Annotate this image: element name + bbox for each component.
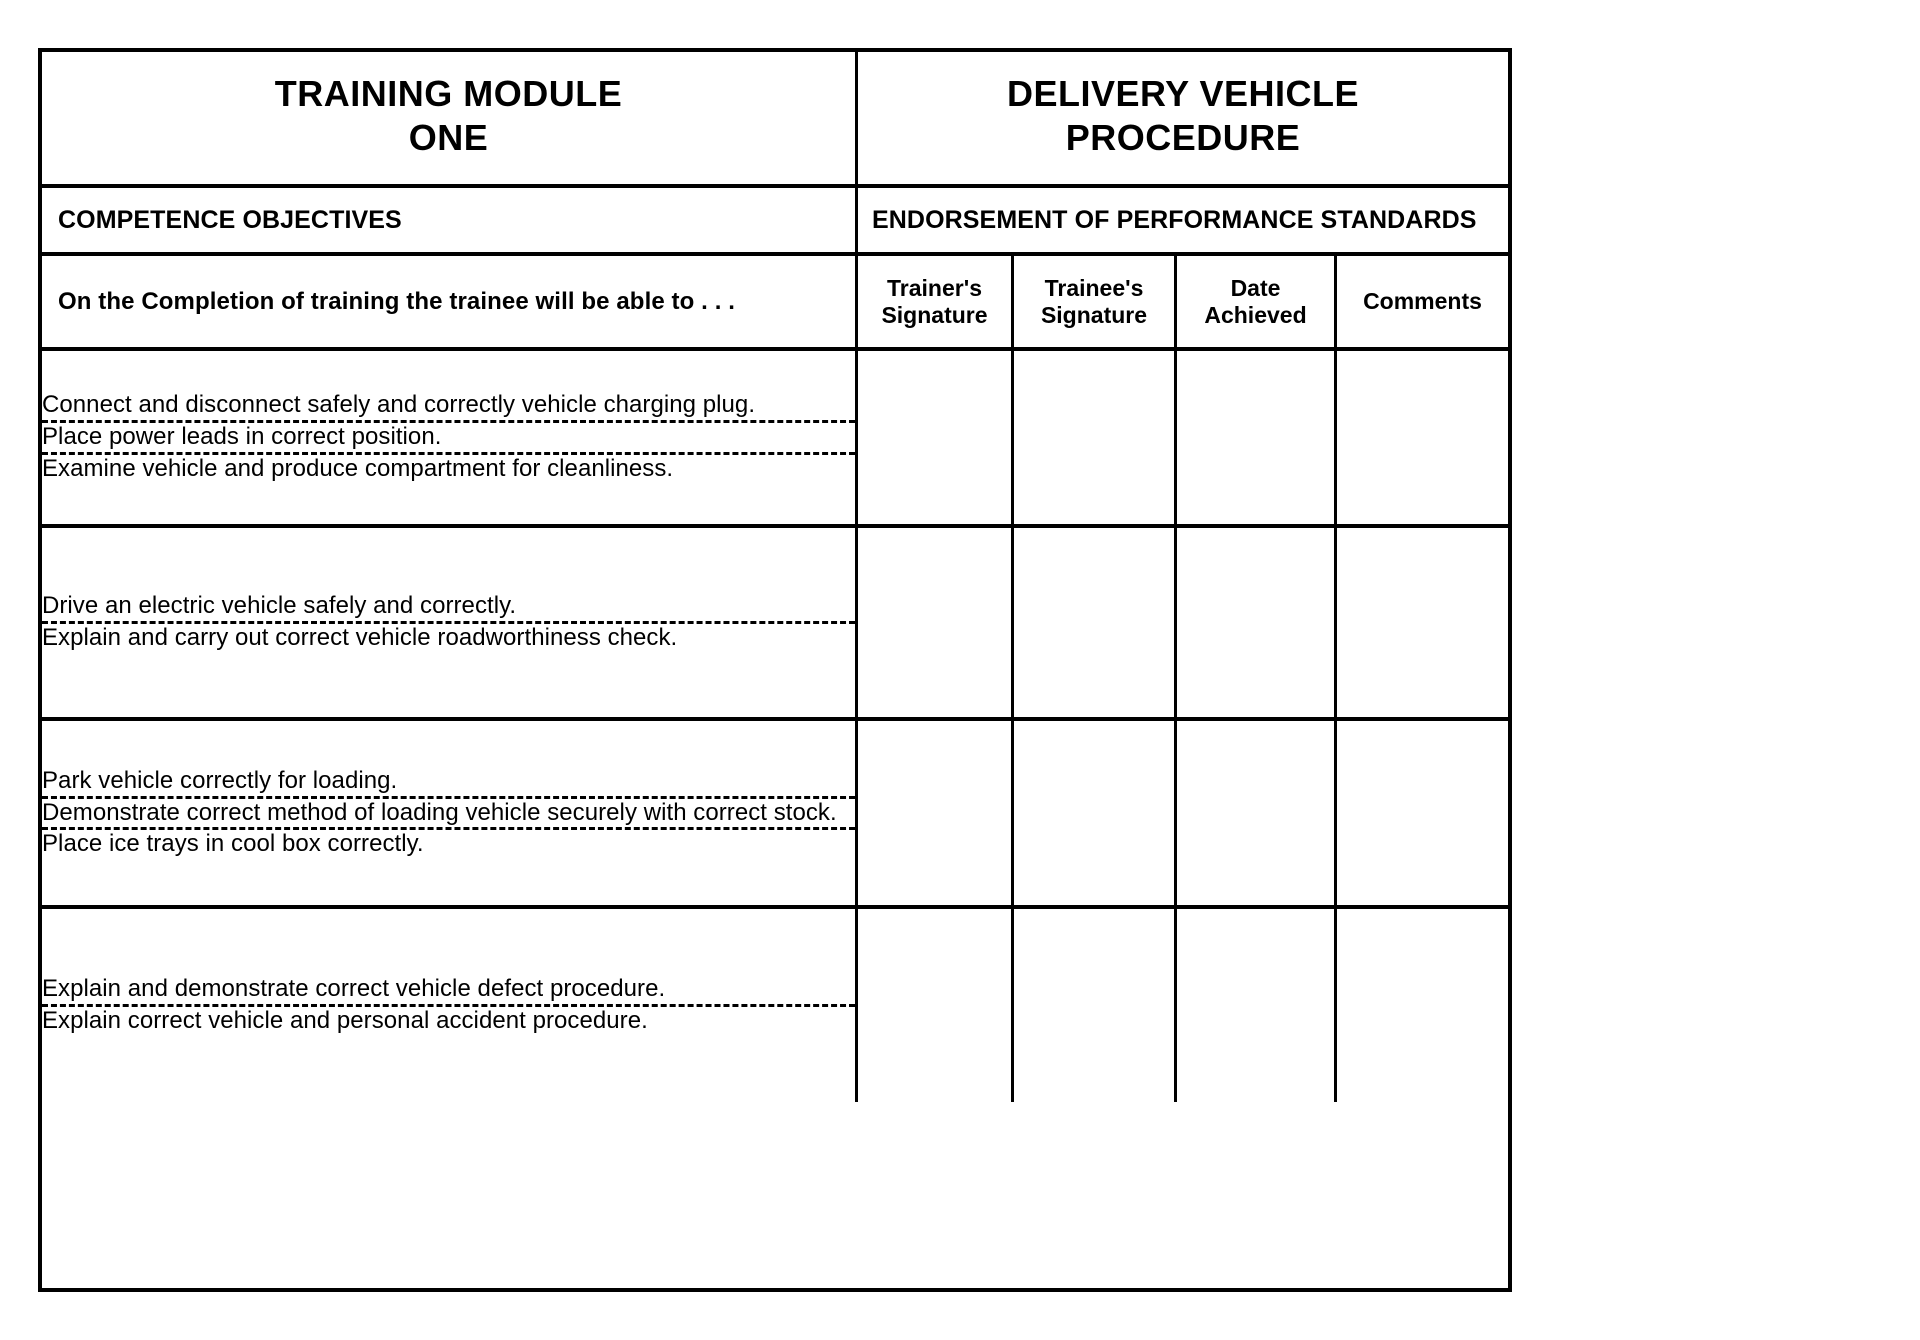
- competence-objectives-header-cell: [42, 188, 858, 252]
- column-header-trainers-signature: [858, 256, 1014, 347]
- title-row: [42, 52, 1508, 188]
- column-header-date-achieved-line2: Achieved: [1204, 301, 1307, 328]
- date-achieved-field[interactable]: [1177, 721, 1337, 905]
- trainees-signature-field[interactable]: [1014, 351, 1177, 524]
- trainees-signature-field[interactable]: [1014, 721, 1177, 905]
- trainees-signature-field[interactable]: [1014, 909, 1177, 1102]
- endorsement-cells: [858, 351, 1508, 524]
- procedure-title-line2: PROCEDURE: [1065, 117, 1301, 158]
- column-header-trainees-signature-line1: Trainee's: [1044, 275, 1144, 302]
- objective-block-4-objectives: [42, 909, 858, 1102]
- endorsement-label: ENDORSEMENT OF PERFORMANCE STANDARDS: [872, 205, 1477, 234]
- procedure-title-line1: DELIVERY VEHICLE: [1006, 73, 1360, 115]
- objectives-prompt-label: On the Completion of training the trainee will be able to . . .: [58, 287, 736, 315]
- section-header-row: [42, 188, 1508, 256]
- training-module-title-line2: ONE: [408, 117, 489, 158]
- objective-text: Examine vehicle and produce compartment for cleanliness.: [42, 454, 674, 482]
- objective-block-row: [42, 528, 1508, 721]
- objective-block-row: [42, 351, 1508, 528]
- column-header-trainers-signature-line1: Trainer's: [887, 275, 982, 302]
- column-header-trainees-signature-line2: Signature: [1040, 301, 1148, 328]
- objective-text: Demonstrate correct method of loading vehicle securely with correct stock.: [42, 798, 837, 826]
- objective-text: Explain and demonstrate correct vehicle defect procedure.: [42, 975, 666, 1003]
- objectives-prompt-cell: [42, 256, 858, 347]
- comments-field[interactable]: [1337, 721, 1508, 905]
- objective-block-row: [42, 721, 1508, 909]
- competence-record-table: [38, 48, 1512, 1292]
- comments-field[interactable]: [1337, 528, 1508, 717]
- comments-field[interactable]: [1337, 351, 1508, 524]
- trainees-signature-field[interactable]: [1014, 528, 1177, 717]
- objective-block-1-objectives: [42, 351, 858, 524]
- training-module-title-line1: TRAINING MODULE: [274, 73, 623, 115]
- column-header-row: [42, 256, 1508, 351]
- trainers-signature-field[interactable]: [858, 909, 1014, 1102]
- competence-objectives-label: COMPETENCE OBJECTIVES: [58, 205, 402, 234]
- column-header-date-achieved-line1: Date: [1230, 275, 1281, 302]
- objective-text: Place power leads in correct position.: [42, 423, 442, 451]
- objective-block-3-objectives: [42, 721, 858, 905]
- objective-text: Place ice trays in cool box correctly.: [42, 830, 424, 858]
- column-header-comments-line1: Comments: [1363, 288, 1482, 315]
- column-header-trainees-signature: [1014, 256, 1177, 347]
- trainers-signature-field[interactable]: [858, 721, 1014, 905]
- objective-text: Drive an electric vehicle safely and correctly.: [42, 592, 517, 620]
- endorsement-header-cell: [858, 188, 1508, 252]
- column-header-date-achieved: [1177, 256, 1337, 347]
- trainers-signature-field[interactable]: [858, 528, 1014, 717]
- endorsement-cells: [858, 909, 1508, 1102]
- endorsement-cells: [858, 721, 1508, 905]
- endorsement-cells: [858, 528, 1508, 717]
- objectives-body: [42, 351, 1508, 1288]
- column-header-trainers-signature-line2: Signature: [881, 301, 988, 328]
- date-achieved-field[interactable]: [1177, 351, 1337, 524]
- objective-text: Explain and carry out correct vehicle roadworthiness check.: [42, 624, 678, 651]
- objective-text: Connect and disconnect safely and correctly vehicle charging plug.: [42, 391, 756, 419]
- date-achieved-field[interactable]: [1177, 528, 1337, 717]
- objective-text: Explain correct vehicle and personal accident procedure.: [42, 1007, 648, 1034]
- objective-block-row: [42, 909, 1508, 1102]
- endorsement-column-headers: [858, 256, 1508, 347]
- procedure-title-cell: [858, 52, 1508, 184]
- trainers-signature-field[interactable]: [858, 351, 1014, 524]
- objective-text: Park vehicle correctly for loading.: [42, 766, 398, 794]
- training-module-title-cell: [42, 52, 858, 184]
- comments-field[interactable]: [1337, 909, 1508, 1102]
- column-header-comments: [1337, 256, 1508, 347]
- objective-block-2-objectives: [42, 528, 858, 717]
- date-achieved-field[interactable]: [1177, 909, 1337, 1102]
